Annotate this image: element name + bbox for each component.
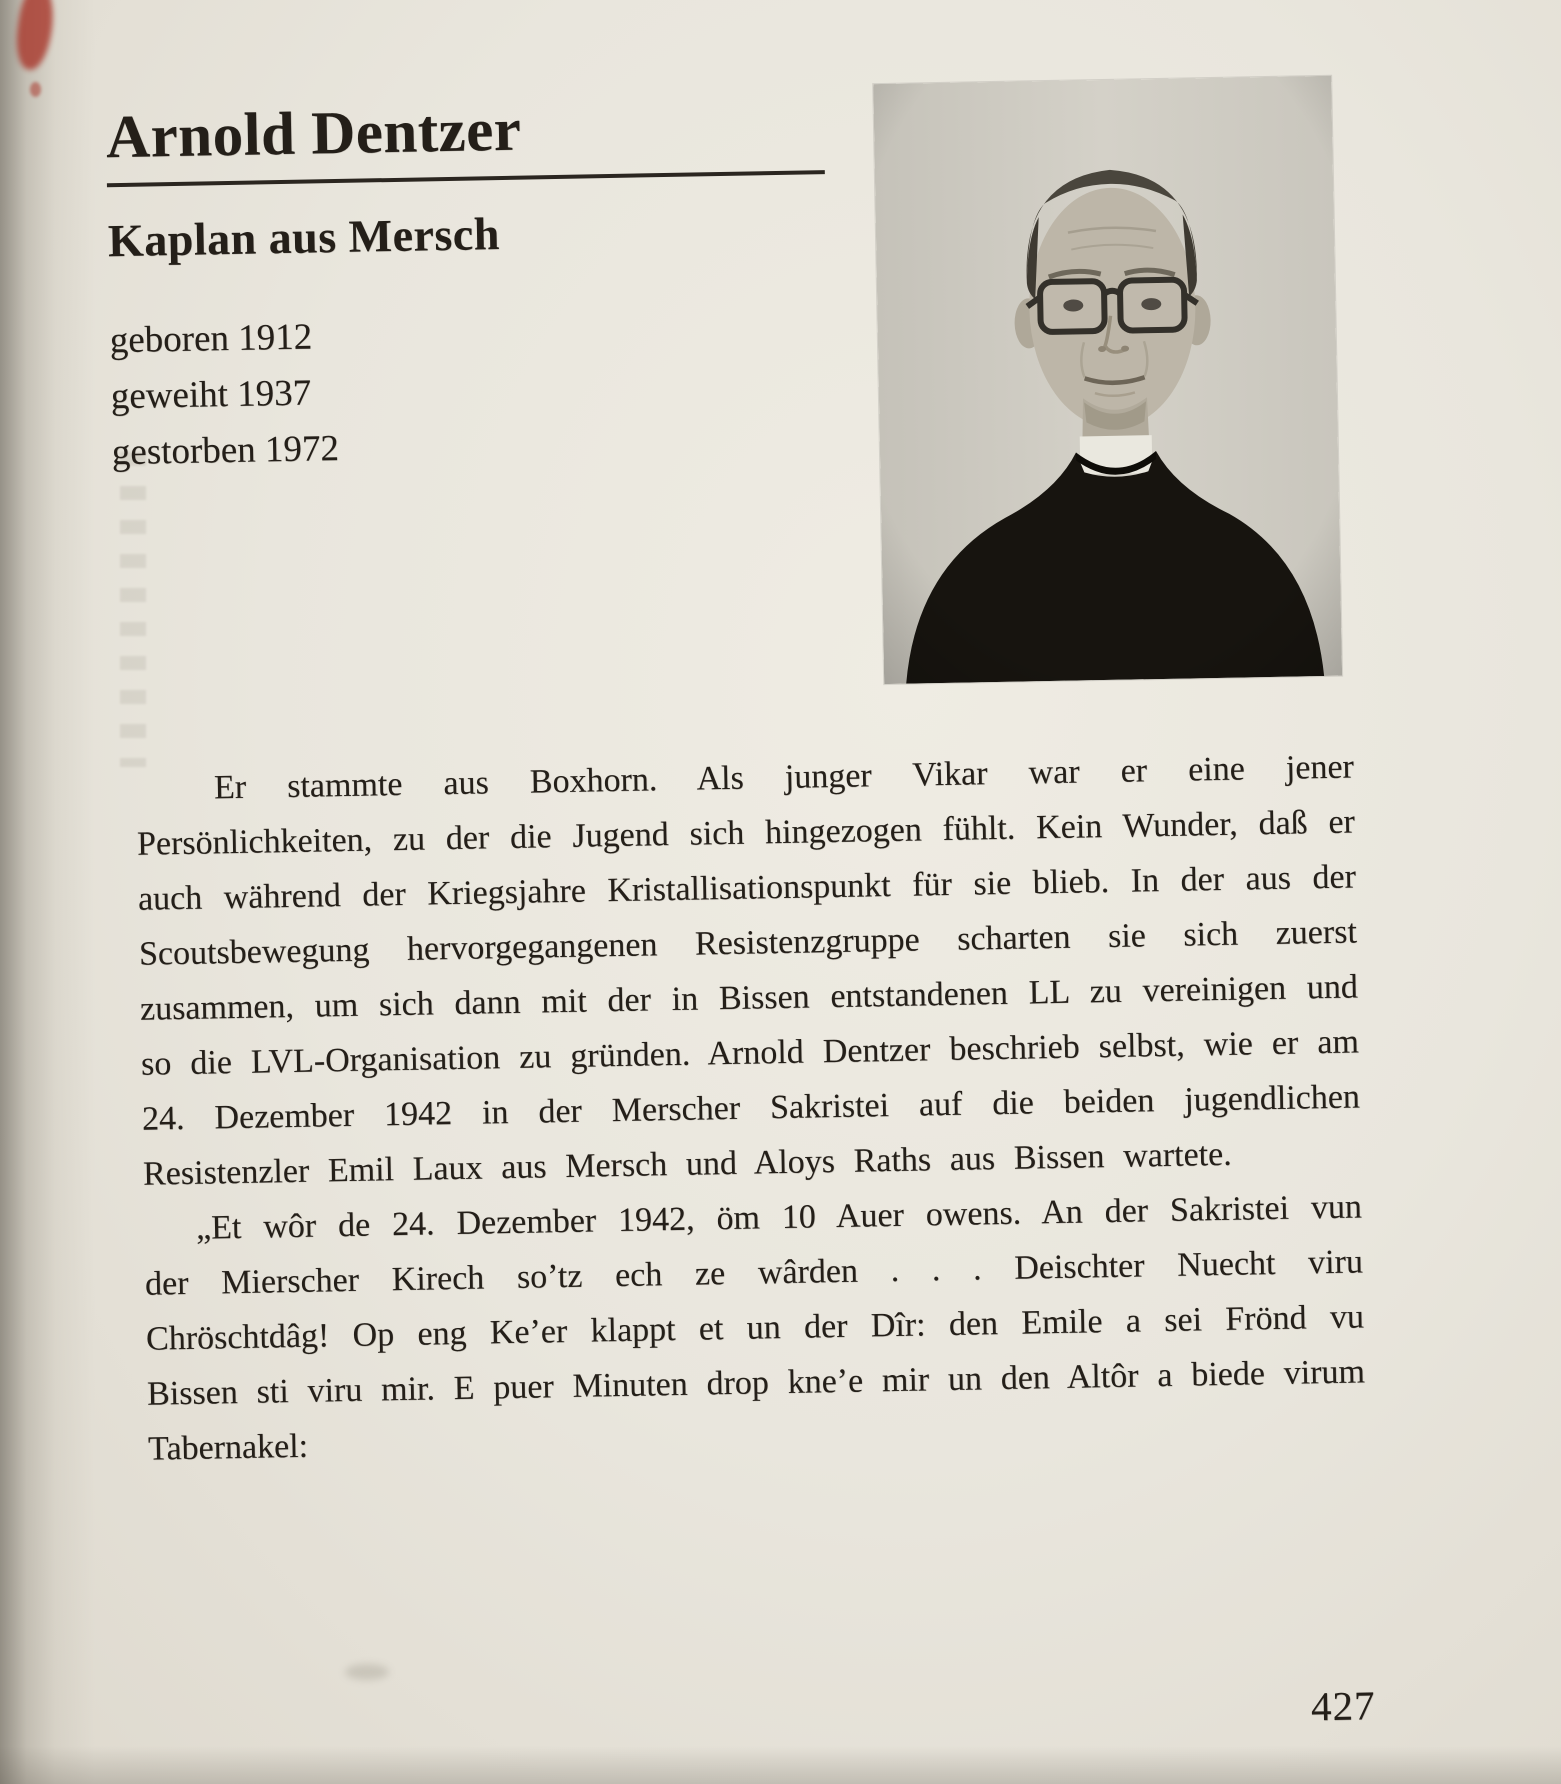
vitals-block [109,300,857,482]
quote-paragraph: „Et wôr de 24. Dezember 1942, öm 10 Auer owens. An der Sakristei vun der Mierscher Kirech so’tz ech ze wârden . . . Deischter Nuecht viru Chröschtdâg! Op eng Ke’er klappt et un der Dîr: den Emile a sei Frönd vu Bissen sti viru mir. E puer Minuten drop kne’e mir un den Altôr a biede virum Tabernakel: [144,1188,1366,1468]
body-paragraph: Er stammte aus Boxhorn. Als junger Vikar war er eine jener Persönlichkeiten, zu der die Jugend sich hingezogen fühlt. Kein Wunder, daß er auch während der Kriegsjahre Kristallisationspunkt für sie blieb. In der aus der Scoutsbewegung hervorgegangenen Resistenzgruppe scharten sie sich zuerst zusammen, um sich dann mit der in Bissen entstandenen LL zu vereinigen und so die LVL-Organisation zu gründen. Arnold Dentzer beschrieb selbst, wie er am 24. Dezember 1942 in der Merscher Sakristei auf die beiden jugendlichen Resistenzler Emil Laux aus Mersch und Aloys Raths aus Bissen wartete. [136,748,1361,1193]
portrait-photo-drawing [873,76,1342,684]
page-subtitle: Kaplan aus Mersch [107,208,501,267]
vital-born: geboren 1912 [109,316,313,362]
page-number: 427 [1310,1682,1376,1730]
body-text [136,739,1367,1476]
vital-ordained: geweiht 1937 [110,372,312,418]
vital-died: gestorben 1972 [111,428,340,474]
page-header [105,93,857,482]
page-title: Arnold Dentzer [105,96,522,172]
title-rule [107,170,825,187]
portrait-photo [873,76,1342,684]
